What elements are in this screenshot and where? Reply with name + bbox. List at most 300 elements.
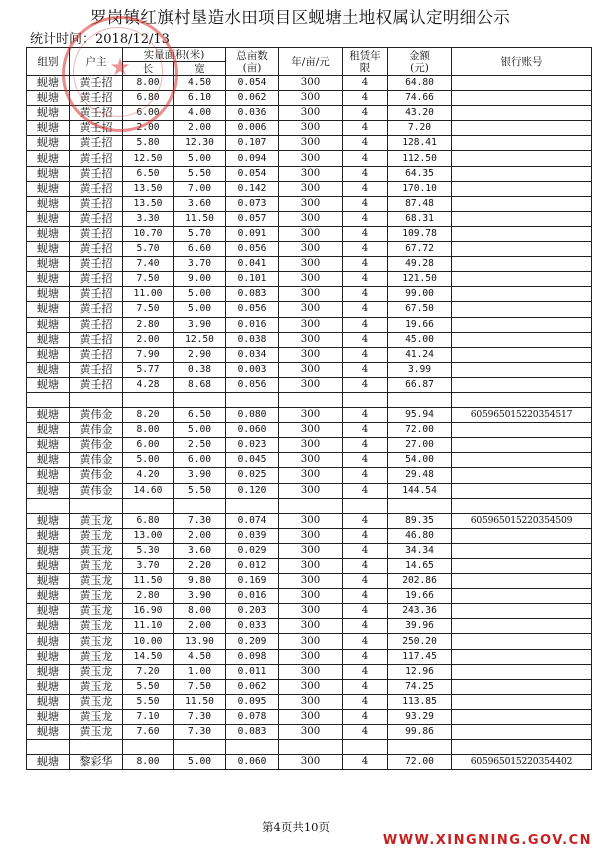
years-cell: 4 <box>343 317 388 332</box>
years-cell: 4 <box>343 106 388 121</box>
bank-cell <box>452 468 592 483</box>
length-cell: 3.70 <box>123 559 174 574</box>
rate-cell: 300 <box>279 302 343 317</box>
bank-cell <box>452 91 592 106</box>
header-group: 组别 <box>27 48 70 76</box>
total-mu-cell: 0.054 <box>226 166 279 181</box>
amount-cell: 7.20 <box>388 121 452 136</box>
length-cell: 11.50 <box>123 574 174 589</box>
group-cell: 蚬塘 <box>27 91 70 106</box>
length-cell: 5.70 <box>123 242 174 257</box>
amount-cell: 43.20 <box>388 106 452 121</box>
rate-cell: 300 <box>279 513 343 528</box>
years-cell: 4 <box>343 755 388 770</box>
years-cell: 4 <box>343 649 388 664</box>
bank-cell <box>452 242 592 257</box>
group-cell: 蚬塘 <box>27 151 70 166</box>
length-cell: 5.77 <box>123 362 174 377</box>
table-row <box>27 559 592 574</box>
total-mu-cell: 0.062 <box>226 679 279 694</box>
years-cell: 4 <box>343 438 388 453</box>
years-cell <box>343 392 388 407</box>
width-cell: 7.30 <box>174 709 226 724</box>
table-row <box>27 347 592 362</box>
width-cell: 7.30 <box>174 513 226 528</box>
rate-cell: 300 <box>279 377 343 392</box>
bank-cell <box>452 619 592 634</box>
rate-cell: 300 <box>279 543 343 558</box>
width-cell: 2.00 <box>174 121 226 136</box>
length-cell: 16.90 <box>123 604 174 619</box>
amount-cell: 68.31 <box>388 211 452 226</box>
width-cell: 6.00 <box>174 453 226 468</box>
length-cell: 13.00 <box>123 528 174 543</box>
length-cell: 8.00 <box>123 76 174 91</box>
total-mu-cell: 0.023 <box>226 438 279 453</box>
width-cell: 9.80 <box>174 574 226 589</box>
bank-cell <box>452 317 592 332</box>
bank-cell <box>452 453 592 468</box>
bank-cell <box>452 634 592 649</box>
header-bank: 银行账号 <box>452 48 592 76</box>
rate-cell: 300 <box>279 91 343 106</box>
blank-row <box>27 392 592 407</box>
width-cell: 5.00 <box>174 287 226 302</box>
length-cell: 7.90 <box>123 347 174 362</box>
years-cell: 4 <box>343 226 388 241</box>
rate-cell: 300 <box>279 574 343 589</box>
group-cell: 蚬塘 <box>27 468 70 483</box>
width-cell: 5.50 <box>174 166 226 181</box>
rate-cell: 300 <box>279 664 343 679</box>
amount-cell: 144.54 <box>388 483 452 498</box>
table-row <box>27 634 592 649</box>
years-cell: 4 <box>343 332 388 347</box>
years-cell: 4 <box>343 528 388 543</box>
years-cell: 4 <box>343 604 388 619</box>
table-row <box>27 755 592 770</box>
width-cell: 3.60 <box>174 543 226 558</box>
width-cell: 0.38 <box>174 362 226 377</box>
years-cell: 4 <box>343 272 388 287</box>
rate-cell: 300 <box>279 226 343 241</box>
group-cell: 蚬塘 <box>27 272 70 287</box>
group-cell: 蚬塘 <box>27 196 70 211</box>
length-cell: 14.50 <box>123 649 174 664</box>
group-cell: 蚬塘 <box>27 528 70 543</box>
header-length: 长 <box>123 62 174 76</box>
group-cell: 蚬塘 <box>27 166 70 181</box>
table-body <box>27 76 592 770</box>
length-cell: 13.50 <box>123 181 174 196</box>
amount-cell: 202.86 <box>388 574 452 589</box>
amount-cell: 112.50 <box>388 151 452 166</box>
amount-cell: 12.96 <box>388 664 452 679</box>
owner-cell: 黄玉龙 <box>70 528 123 543</box>
group-cell: 蚬塘 <box>27 559 70 574</box>
owner-cell: 黄壬招 <box>70 181 123 196</box>
owner-cell: 黄壬招 <box>70 377 123 392</box>
table-row <box>27 468 592 483</box>
width-cell: 7.00 <box>174 181 226 196</box>
group-cell: 蚬塘 <box>27 438 70 453</box>
amount-cell: 64.80 <box>388 76 452 91</box>
amount-cell <box>388 392 452 407</box>
width-cell: 6.60 <box>174 242 226 257</box>
bank-cell <box>452 574 592 589</box>
width-cell: 7.50 <box>174 679 226 694</box>
total-mu-cell: 0.056 <box>226 302 279 317</box>
rate-cell: 300 <box>279 272 343 287</box>
table-row <box>27 725 592 740</box>
width-cell: 12.50 <box>174 332 226 347</box>
amount-cell: 95.94 <box>388 408 452 423</box>
rate-cell: 300 <box>279 709 343 724</box>
length-cell: 5.30 <box>123 543 174 558</box>
header-amount: 金额 (元) <box>388 48 452 76</box>
years-cell: 4 <box>343 709 388 724</box>
bank-cell <box>452 543 592 558</box>
rate-cell: 300 <box>279 242 343 257</box>
owner-cell: 黄玉龙 <box>70 619 123 634</box>
width-cell: 12.30 <box>174 136 226 151</box>
length-cell: 14.60 <box>123 483 174 498</box>
table-row <box>27 408 592 423</box>
rate-cell: 300 <box>279 528 343 543</box>
total-mu-cell: 0.169 <box>226 574 279 589</box>
years-cell: 4 <box>343 559 388 574</box>
length-cell: 2.00 <box>123 121 174 136</box>
bank-cell <box>452 166 592 181</box>
length-cell: 2.80 <box>123 317 174 332</box>
length-cell: 6.80 <box>123 513 174 528</box>
years-cell: 4 <box>343 121 388 136</box>
owner-cell: 黄壬招 <box>70 332 123 347</box>
owner-cell: 黄壬招 <box>70 287 123 302</box>
width-cell <box>174 498 226 513</box>
amount-cell: 3.99 <box>388 362 452 377</box>
years-cell: 4 <box>343 513 388 528</box>
amount-cell: 14.65 <box>388 559 452 574</box>
bank-cell <box>452 302 592 317</box>
total-mu-cell: 0.060 <box>226 423 279 438</box>
bank-cell <box>452 362 592 377</box>
table-row <box>27 679 592 694</box>
bank-cell <box>452 528 592 543</box>
length-cell <box>123 392 174 407</box>
bank-cell <box>452 740 592 755</box>
rate-cell: 300 <box>279 181 343 196</box>
seal-star-icon: ★ <box>109 53 131 81</box>
table-row <box>27 513 592 528</box>
group-cell: 蚬塘 <box>27 589 70 604</box>
header-area: 实量面积(米) <box>123 48 226 62</box>
rate-cell: 300 <box>279 483 343 498</box>
amount-cell: 46.80 <box>388 528 452 543</box>
amount-cell <box>388 740 452 755</box>
length-cell: 5.50 <box>123 679 174 694</box>
width-cell: 11.50 <box>174 694 226 709</box>
rate-cell: 300 <box>279 468 343 483</box>
bank-cell <box>452 438 592 453</box>
group-cell: 蚬塘 <box>27 287 70 302</box>
total-mu-cell: 0.054 <box>226 76 279 91</box>
bank-cell <box>452 392 592 407</box>
width-cell: 3.60 <box>174 196 226 211</box>
rate-cell <box>279 498 343 513</box>
owner-cell: 黄伟金 <box>70 438 123 453</box>
rate-cell: 300 <box>279 106 343 121</box>
group-cell: 蚬塘 <box>27 755 70 770</box>
amount-cell: 128.41 <box>388 136 452 151</box>
group-cell: 蚬塘 <box>27 136 70 151</box>
bank-cell <box>452 181 592 196</box>
group-cell: 蚬塘 <box>27 302 70 317</box>
table-row <box>27 91 592 106</box>
amount-cell: 117.45 <box>388 649 452 664</box>
table-row <box>27 589 592 604</box>
table-row <box>27 694 592 709</box>
amount-cell: 109.78 <box>388 226 452 241</box>
group-cell: 蚬塘 <box>27 76 70 91</box>
length-cell: 2.80 <box>123 589 174 604</box>
amount-cell: 99.86 <box>388 725 452 740</box>
years-cell: 4 <box>343 725 388 740</box>
owner-cell: 黄玉龙 <box>70 649 123 664</box>
rate-cell: 300 <box>279 423 343 438</box>
years-cell <box>343 498 388 513</box>
rate-cell <box>279 392 343 407</box>
group-cell <box>27 498 70 513</box>
owner-cell: 黄玉龙 <box>70 589 123 604</box>
years-cell: 4 <box>343 589 388 604</box>
group-cell <box>27 392 70 407</box>
years-cell: 4 <box>343 76 388 91</box>
total-mu-cell: 0.039 <box>226 528 279 543</box>
length-cell: 6.00 <box>123 438 174 453</box>
table-row <box>27 302 592 317</box>
land-table <box>26 47 592 770</box>
years-cell: 4 <box>343 362 388 377</box>
amount-cell: 41.24 <box>388 347 452 362</box>
group-cell: 蚬塘 <box>27 106 70 121</box>
bank-cell <box>452 483 592 498</box>
owner-cell: 黄玉龙 <box>70 664 123 679</box>
rate-cell: 300 <box>279 725 343 740</box>
table-row <box>27 332 592 347</box>
width-cell: 7.30 <box>174 725 226 740</box>
width-cell: 2.00 <box>174 619 226 634</box>
total-mu-cell: 0.057 <box>226 211 279 226</box>
total-mu-cell: 0.025 <box>226 468 279 483</box>
total-mu-cell: 0.045 <box>226 453 279 468</box>
total-mu-cell: 0.006 <box>226 121 279 136</box>
group-cell: 蚬塘 <box>27 332 70 347</box>
table-row <box>27 287 592 302</box>
owner-cell: 黄玉龙 <box>70 634 123 649</box>
length-cell: 10.00 <box>123 634 174 649</box>
rate-cell: 300 <box>279 649 343 664</box>
owner-cell: 黄壬招 <box>70 347 123 362</box>
group-cell: 蚬塘 <box>27 317 70 332</box>
owner-cell <box>70 498 123 513</box>
owner-cell: 黄壬招 <box>70 106 123 121</box>
years-cell: 4 <box>343 574 388 589</box>
group-cell: 蚬塘 <box>27 664 70 679</box>
rate-cell: 300 <box>279 196 343 211</box>
amount-cell: 99.00 <box>388 287 452 302</box>
total-mu-cell: 0.056 <box>226 242 279 257</box>
width-cell: 1.00 <box>174 664 226 679</box>
width-cell: 4.00 <box>174 106 226 121</box>
amount-cell: 66.87 <box>388 377 452 392</box>
owner-cell: 黄壬招 <box>70 166 123 181</box>
owner-cell <box>70 392 123 407</box>
owner-cell: 黄壬招 <box>70 226 123 241</box>
group-cell: 蚬塘 <box>27 121 70 136</box>
group-cell: 蚬塘 <box>27 649 70 664</box>
group-cell: 蚬塘 <box>27 377 70 392</box>
years-cell: 4 <box>343 664 388 679</box>
header-total-mu: 总亩数 (亩) <box>226 48 279 76</box>
rate-cell: 300 <box>279 679 343 694</box>
bank-cell <box>452 272 592 287</box>
rate-cell: 300 <box>279 634 343 649</box>
owner-cell: 黄玉龙 <box>70 513 123 528</box>
rate-cell: 300 <box>279 121 343 136</box>
header-rate: 年/亩/元 <box>279 48 343 76</box>
bank-cell <box>452 377 592 392</box>
amount-cell: 72.00 <box>388 423 452 438</box>
length-cell <box>123 498 174 513</box>
bank-cell <box>452 106 592 121</box>
rate-cell: 300 <box>279 166 343 181</box>
years-cell: 4 <box>343 468 388 483</box>
owner-cell: 黄伟金 <box>70 408 123 423</box>
years-cell: 4 <box>343 634 388 649</box>
bank-cell <box>452 423 592 438</box>
owner-cell: 黄伟金 <box>70 423 123 438</box>
bank-cell <box>452 604 592 619</box>
table-row <box>27 151 592 166</box>
total-mu-cell: 0.060 <box>226 755 279 770</box>
amount-cell: 87.48 <box>388 196 452 211</box>
group-cell: 蚬塘 <box>27 483 70 498</box>
total-mu-cell: 0.209 <box>226 634 279 649</box>
owner-cell: 黄壬招 <box>70 136 123 151</box>
amount-cell: 72.00 <box>388 755 452 770</box>
bank-cell <box>452 332 592 347</box>
owner-cell: 黄壬招 <box>70 211 123 226</box>
width-cell: 5.00 <box>174 151 226 166</box>
table-row <box>27 483 592 498</box>
owner-cell: 黄玉龙 <box>70 679 123 694</box>
amount-cell: 113.85 <box>388 694 452 709</box>
length-cell: 6.00 <box>123 106 174 121</box>
rate-cell: 300 <box>279 347 343 362</box>
total-mu-cell: 0.034 <box>226 347 279 362</box>
bank-cell <box>452 664 592 679</box>
length-cell: 5.80 <box>123 136 174 151</box>
total-mu-cell <box>226 498 279 513</box>
amount-cell: 64.35 <box>388 166 452 181</box>
table-row <box>27 76 592 91</box>
table-row <box>27 317 592 332</box>
bank-cell <box>452 211 592 226</box>
total-mu-cell <box>226 392 279 407</box>
rate-cell: 300 <box>279 287 343 302</box>
total-mu-cell: 0.016 <box>226 317 279 332</box>
rate-cell: 300 <box>279 453 343 468</box>
table-row <box>27 438 592 453</box>
group-cell: 蚬塘 <box>27 513 70 528</box>
width-cell: 3.90 <box>174 589 226 604</box>
owner-cell: 黄玉龙 <box>70 725 123 740</box>
bank-cell <box>452 76 592 91</box>
length-cell: 6.80 <box>123 91 174 106</box>
bank-cell <box>452 649 592 664</box>
total-mu-cell: 0.062 <box>226 91 279 106</box>
total-mu-cell: 0.074 <box>226 513 279 528</box>
bank-cell <box>452 136 592 151</box>
rate-cell: 300 <box>279 151 343 166</box>
owner-cell: 黄壬招 <box>70 242 123 257</box>
amount-cell: 89.35 <box>388 513 452 528</box>
width-cell: 5.50 <box>174 483 226 498</box>
width-cell: 8.68 <box>174 377 226 392</box>
length-cell: 8.20 <box>123 408 174 423</box>
amount-cell: 39.96 <box>388 619 452 634</box>
table-row <box>27 543 592 558</box>
bank-cell: 605965015220354509 <box>452 513 592 528</box>
total-mu-cell: 0.016 <box>226 589 279 604</box>
years-cell: 4 <box>343 257 388 272</box>
length-cell: 7.40 <box>123 257 174 272</box>
years-cell: 4 <box>343 377 388 392</box>
bank-cell <box>452 589 592 604</box>
table-row <box>27 604 592 619</box>
table-row <box>27 257 592 272</box>
owner-cell: 黄壬招 <box>70 151 123 166</box>
owner-cell: 黄壬招 <box>70 121 123 136</box>
width-cell: 5.00 <box>174 302 226 317</box>
group-cell: 蚬塘 <box>27 679 70 694</box>
bank-cell <box>452 196 592 211</box>
owner-cell: 黄壬招 <box>70 196 123 211</box>
width-cell: 4.50 <box>174 76 226 91</box>
length-cell: 5.50 <box>123 694 174 709</box>
length-cell: 11.10 <box>123 619 174 634</box>
years-cell: 4 <box>343 408 388 423</box>
width-cell <box>174 740 226 755</box>
owner-cell: 黄壬招 <box>70 302 123 317</box>
total-mu-cell: 0.003 <box>226 362 279 377</box>
width-cell: 5.00 <box>174 755 226 770</box>
total-mu-cell: 0.095 <box>226 694 279 709</box>
blank-row <box>27 498 592 513</box>
total-mu-cell: 0.098 <box>226 649 279 664</box>
length-cell: 11.00 <box>123 287 174 302</box>
rate-cell: 300 <box>279 257 343 272</box>
total-mu-cell: 0.101 <box>226 272 279 287</box>
total-mu-cell: 0.056 <box>226 377 279 392</box>
years-cell: 4 <box>343 347 388 362</box>
group-cell: 蚬塘 <box>27 242 70 257</box>
table-row <box>27 453 592 468</box>
years-cell <box>343 740 388 755</box>
owner-cell: 黄玉龙 <box>70 604 123 619</box>
amount-cell: 243.36 <box>388 604 452 619</box>
